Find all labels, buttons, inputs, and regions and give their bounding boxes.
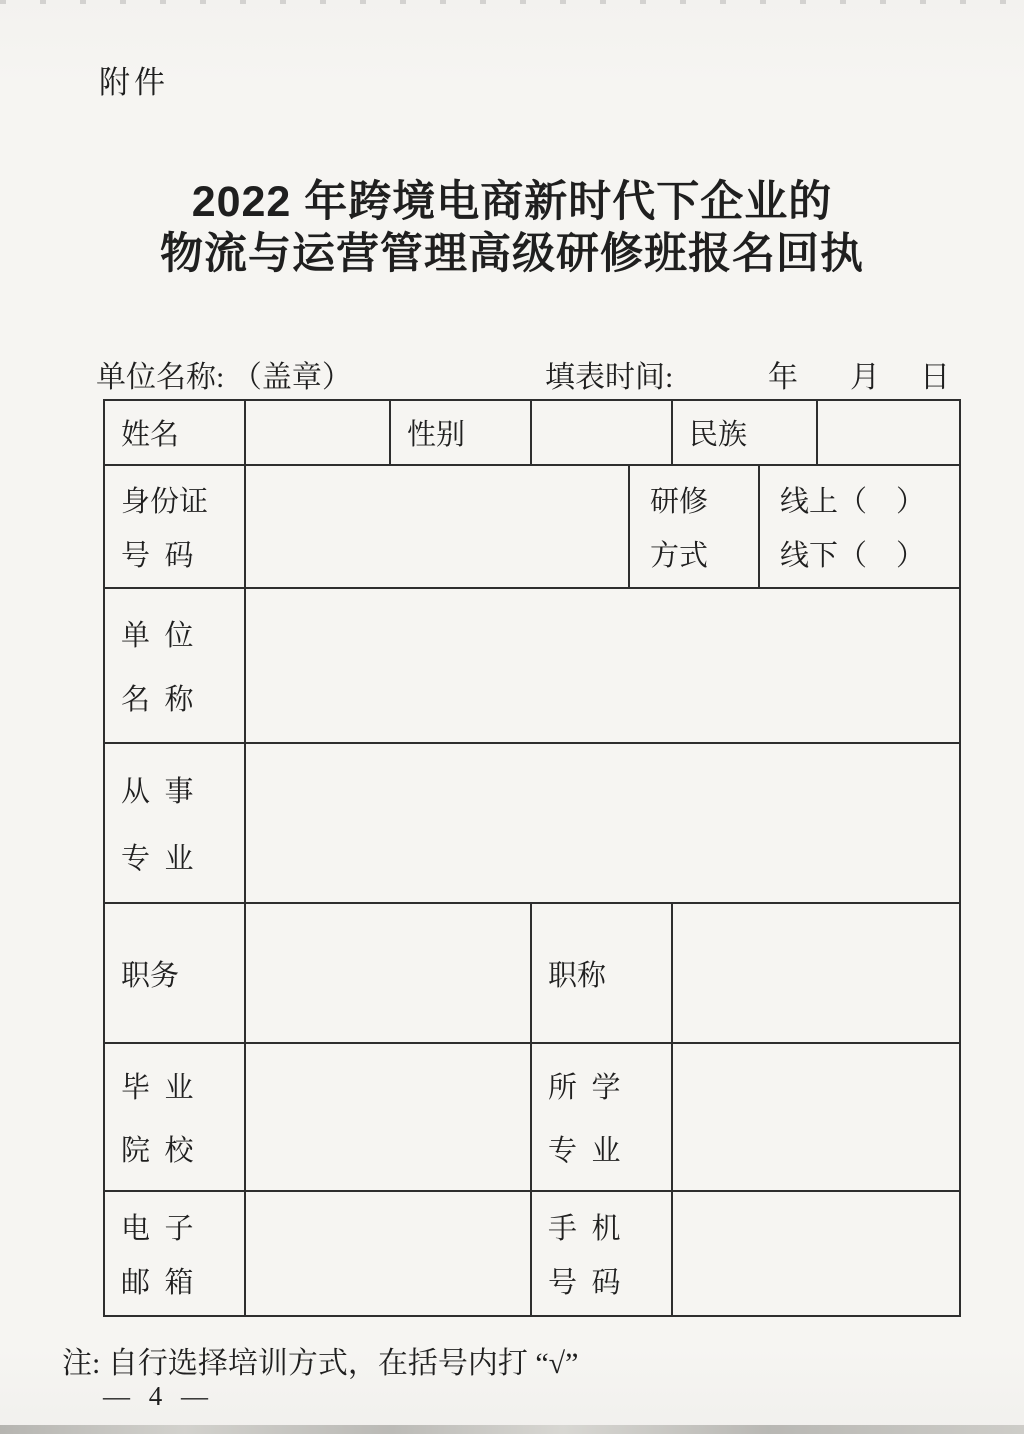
offline-option: 线下（ ） [780, 540, 926, 572]
profession-label-line2: 专 业 [121, 842, 194, 875]
position-value-cell [246, 904, 532, 1044]
year-label: 年 [768, 361, 798, 394]
training-mode-label-cell [630, 466, 760, 589]
name-label: 姓名 [121, 419, 180, 451]
gender-label-cell [391, 401, 532, 466]
form-title-line2: 物流与运营管理高级研修班报名回执 [160, 230, 864, 278]
ethnicity-label-cell [673, 401, 818, 466]
org-name-seal-label: 单位名称: （盖章） [96, 361, 352, 394]
registration-table [103, 399, 961, 1317]
training-mode-label-line2: 方式 [650, 540, 709, 572]
major-label-line2: 专 业 [548, 1134, 621, 1167]
training-mode-note: 注: 自行选择培训方式，在括号内打 “√” [62, 1347, 579, 1380]
email-value-cell [246, 1192, 532, 1315]
scan-edge-artifact [0, 1425, 1024, 1434]
id-number-label-line1: 身份证 [121, 486, 209, 518]
form-title [0, 176, 1024, 280]
job-title-value-cell [673, 904, 959, 1044]
ethnicity-label: 民族 [689, 419, 748, 451]
company-name-label-line1: 单 位 [121, 619, 194, 652]
major-label-cell [532, 1044, 673, 1192]
phone-label-cell [532, 1192, 673, 1315]
company-name-value-cell [246, 589, 959, 744]
email-label-line2: 邮 箱 [121, 1267, 194, 1300]
gender-label: 性别 [407, 419, 466, 451]
table-row-position-title [105, 904, 959, 1044]
school-value-cell [246, 1044, 532, 1192]
name-label-cell [105, 401, 246, 466]
attachment-label: 附件 [99, 65, 169, 100]
id-number-value-cell [246, 466, 630, 589]
training-mode-options-cell [760, 466, 959, 589]
major-value-cell [673, 1044, 959, 1192]
scan-noise-top [0, 0, 1024, 4]
training-mode-label-line1: 研修 [650, 486, 709, 518]
job-title-label: 职称 [548, 959, 607, 992]
name-value-cell [246, 401, 391, 466]
company-name-label-line2: 名 称 [121, 684, 194, 717]
id-number-label-cell [105, 466, 246, 589]
phone-label-line2: 号 码 [548, 1267, 621, 1300]
profession-value-cell [246, 744, 959, 904]
id-number-label-line2: 号 码 [121, 540, 194, 572]
major-label-line1: 所 学 [548, 1072, 621, 1105]
fill-date-label: 填表时间: [545, 361, 674, 394]
school-label-cell [105, 1044, 246, 1192]
school-label-line2: 院 校 [121, 1134, 194, 1167]
table-row-profession [105, 744, 959, 904]
table-row-company-name [105, 589, 959, 744]
ethnicity-value-cell [818, 401, 959, 466]
table-row-id-training-mode [105, 466, 959, 589]
table-row-email-phone [105, 1192, 959, 1315]
form-title-line1: 2022 年跨境电商新时代下企业的 [191, 178, 833, 226]
table-row-school-major [105, 1044, 959, 1192]
table-row-name-gender-ethnicity [105, 401, 959, 466]
day-label: 日 [920, 361, 950, 394]
profession-label-cell [105, 744, 246, 904]
email-label-line1: 电 子 [121, 1212, 194, 1245]
company-name-label-cell [105, 589, 246, 744]
phone-value-cell [673, 1192, 959, 1315]
position-label-cell [105, 904, 246, 1044]
form-meta-row [0, 352, 1024, 394]
school-label-line1: 毕 业 [121, 1072, 194, 1105]
phone-label-line1: 手 机 [548, 1212, 621, 1245]
email-label-cell [105, 1192, 246, 1315]
job-title-label-cell [532, 904, 673, 1044]
position-label: 职务 [121, 959, 180, 992]
online-option: 线上（ ） [780, 486, 926, 518]
profession-label-line1: 从 事 [121, 776, 194, 809]
gender-value-cell [532, 401, 673, 466]
page-number: — 4 — [103, 1381, 214, 1411]
month-label: 月 [850, 361, 880, 394]
